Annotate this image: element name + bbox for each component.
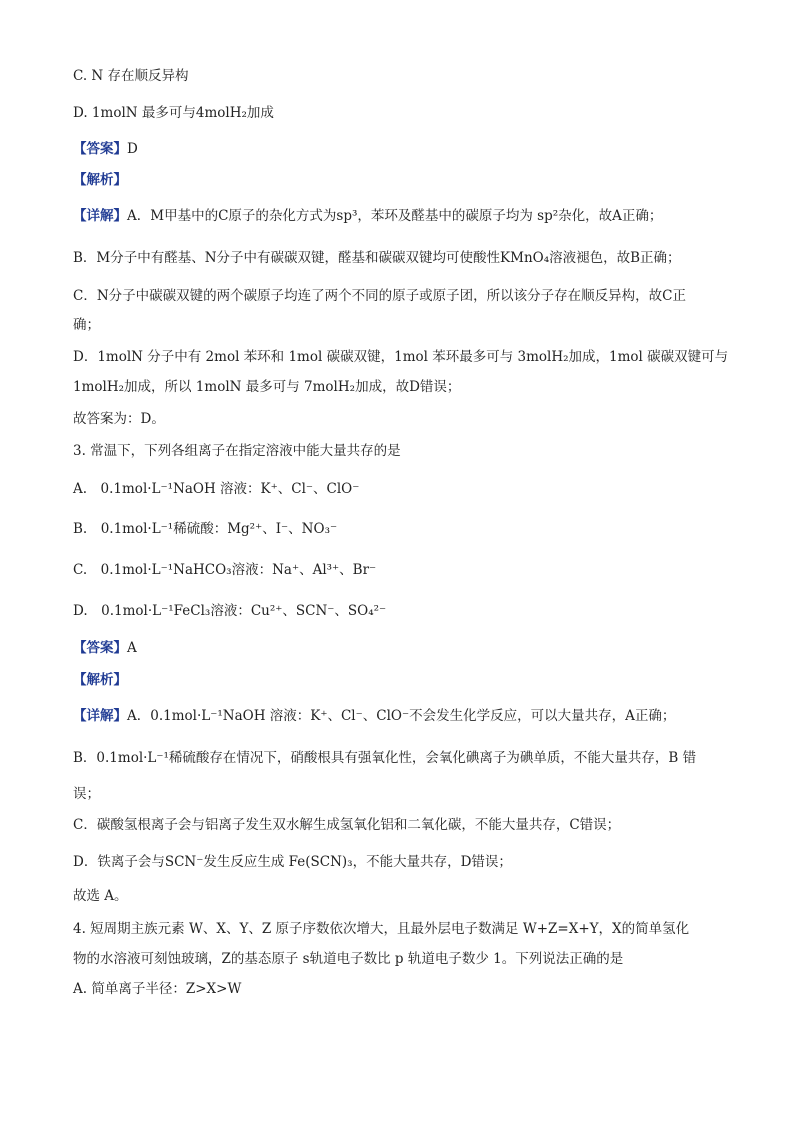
q3-detail-b-line2: 误； [73, 786, 100, 802]
q3-detail-a [73, 706, 675, 726]
q3-detail-d: D．铁离子会与SCN⁻发生反应生成 Fe(SCN)₃，不能大量共存，D错误； [73, 854, 512, 870]
q3-option-c: C. 0.1mol·L⁻¹NaHCO₃溶液：Na⁺、Al³⁺、Br⁻ [73, 562, 377, 578]
q2-detail-d-line1: D．1molN 分子中有 2mol 苯环和 1mol 碳碳双键，1mol 苯环最多可与 3molH₂加成，1mol 碳碳双键可与 [73, 349, 729, 365]
answer-label: 【答案】 [73, 141, 127, 157]
detail-label: 【详解】 [73, 208, 127, 224]
q2-analysis-label: 【解析】 [73, 172, 127, 188]
q2-detail-d-line2: 1molH₂加成，所以 1molN 最多可与 7molH₂加成，故D错误； [73, 379, 461, 395]
q2-conclusion: 故答案为：D。 [73, 411, 165, 427]
q2-option-d: D. 1molN 最多可与4molH₂加成 [73, 105, 274, 121]
q3-analysis-label: 【解析】 [73, 672, 127, 688]
detail-text: A．0.1mol·L⁻¹NaOH 溶液：K⁺、Cl⁻、ClO⁻不会发生化学反应，可以大量共存，A正确； [127, 708, 676, 724]
q2-option-c: C. N 存在顺反异构 [73, 68, 189, 84]
detail-label: 【详解】 [73, 708, 127, 724]
q3-option-b: B. 0.1mol·L⁻¹稀硫酸：Mg²⁺、I⁻、NO₃⁻ [73, 521, 338, 537]
q2-detail-b: B．M分子中有醛基、N分子中有碳碳双键，醛基和碳碳双键均可使酸性KMnO₄溶液褪色，故B正确； [73, 250, 681, 266]
q2-answer [73, 139, 138, 159]
q3-stem: 3. 常温下，下列各组离子在指定溶液中能大量共存的是 [73, 443, 401, 459]
detail-text: A．M甲基中的C原子的杂化方式为sp³，苯环及醛基中的碳原子均为 sp²杂化，故A正确； [127, 208, 663, 224]
q4-stem-line2: 物的水溶液可刻蚀玻璃，Z的基态原子 s轨道电子数比 p 轨道电子数少 1。下列说法正确的是 [73, 951, 624, 967]
q3-answer [73, 638, 137, 658]
answer-value: D [127, 141, 138, 157]
q4-option-a: A. 简单离子半径：Z>X>W [73, 981, 242, 997]
q2-detail-c-line1: C．N分子中碳碳双键的两个碳原子均连了两个不同的原子或原子团，所以该分子存在顺反异构，故C正 [73, 288, 686, 304]
q4-stem-line1: 4. 短周期主族元素 W、X、Y、Z 原子序数依次增大，且最外层电子数满足 W+Z=X+Y，X的简单氢化 [73, 921, 690, 937]
q3-detail-b-line1: B．0.1mol·L⁻¹稀硫酸存在情况下，硝酸根具有强氧化性，会氧化碘离子为碘单质，不能大量共存，B 错 [73, 750, 697, 766]
q3-option-d: D. 0.1mol·L⁻¹FeCl₃溶液：Cu²⁺、SCN⁻、SO₄²⁻ [73, 603, 387, 619]
answer-value: A [127, 640, 137, 656]
q2-detail-c-line2: 确； [73, 317, 100, 333]
answer-label: 【答案】 [73, 640, 127, 656]
q3-option-a: A. 0.1mol·L⁻¹NaOH 溶液：K⁺、Cl⁻、ClO⁻ [73, 481, 360, 497]
q2-detail-a [73, 206, 662, 226]
q3-detail-c: C．碳酸氢根离子会与铝离子发生双水解生成氢氧化铝和二氧化碳，不能大量共存，C错误； [73, 817, 621, 833]
q3-conclusion: 故选 A。 [73, 888, 128, 904]
